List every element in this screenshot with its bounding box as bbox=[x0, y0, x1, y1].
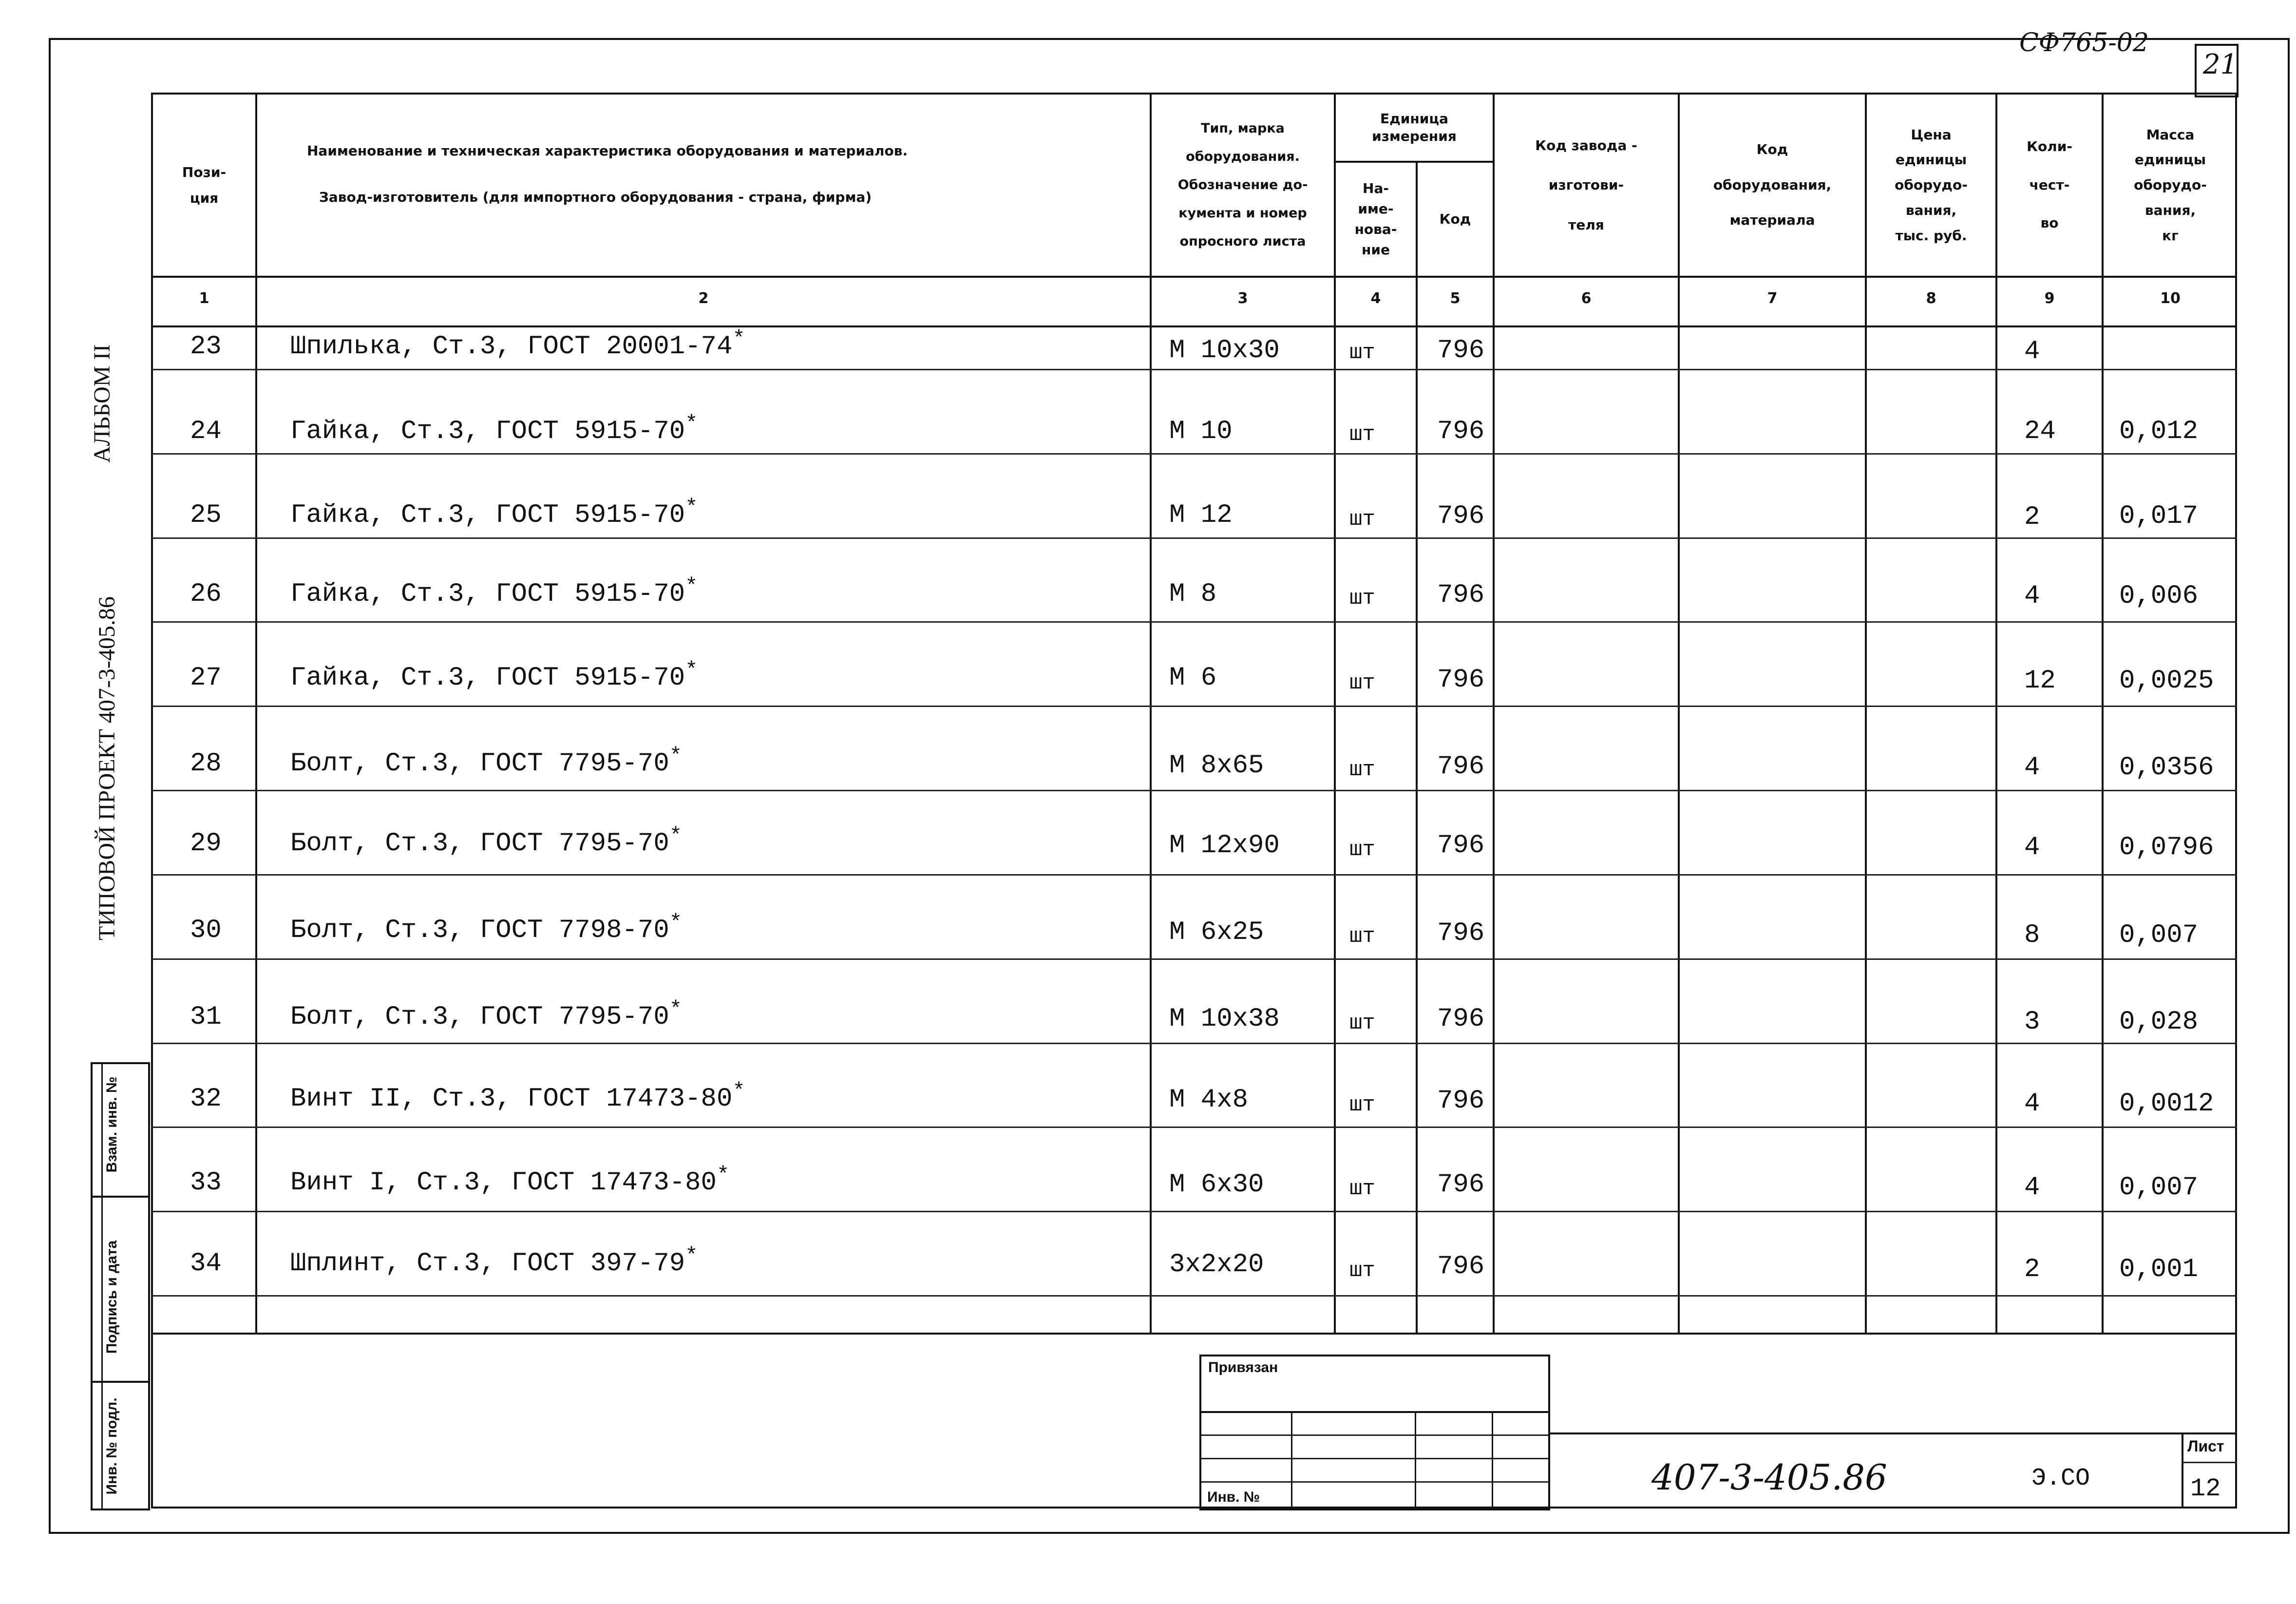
row-unit: шт bbox=[1349, 507, 1375, 532]
header-maker-code: Код завода - изготови- теля bbox=[1535, 137, 1637, 233]
row-unit: шт bbox=[1349, 758, 1375, 782]
row-quantity: 12 bbox=[2024, 666, 2056, 696]
row-position: 23 bbox=[190, 332, 222, 362]
row-type: М 10 bbox=[1169, 417, 1233, 446]
attached-label: Привязан bbox=[1208, 1359, 1278, 1375]
row-type: М 8х65 bbox=[1169, 751, 1264, 781]
album-label: АЛЬБОМ II bbox=[89, 344, 115, 463]
row-name: Болт, Ст.3, ГОСТ 7795-70* bbox=[290, 824, 683, 859]
row-position: 28 bbox=[190, 749, 222, 779]
row-unit: шт bbox=[1349, 1259, 1375, 1283]
row-mass: 0,001 bbox=[2119, 1255, 2199, 1284]
colnum-10: 10 bbox=[2160, 290, 2181, 307]
header-price: Цена единицы оборудо- вания, тыс. руб. bbox=[1895, 126, 1968, 244]
row-mass: 0,0796 bbox=[2119, 833, 2214, 862]
row-quantity: 4 bbox=[2024, 581, 2040, 611]
row-mass: 0,007 bbox=[2119, 920, 2199, 950]
row-type: М 8 bbox=[1169, 579, 1217, 609]
header-name-line2: Завод-изготовитель (для импортного оборудования - страна, фирма) bbox=[319, 189, 872, 206]
row-unit: шт bbox=[1349, 586, 1375, 611]
row-mass: 0,0356 bbox=[2119, 753, 2214, 783]
header-mass: Масса единицы оборудо- вания, кг bbox=[2134, 126, 2207, 244]
row-name: Гайка, Ст.3, ГОСТ 5915-70* bbox=[290, 412, 698, 446]
row-quantity: 4 bbox=[2024, 337, 2040, 366]
header-unit: Единица измерения bbox=[1372, 110, 1457, 144]
header-unit-code: Код bbox=[1439, 211, 1471, 228]
sheet-number: 12 bbox=[2190, 1474, 2221, 1503]
row-code: 796 bbox=[1437, 1170, 1485, 1200]
row-code: 796 bbox=[1437, 501, 1485, 531]
header-quantity: Коли- чест- во bbox=[2027, 138, 2072, 231]
row-name: Болт, Ст.3, ГОСТ 7795-70* bbox=[290, 744, 683, 779]
row-quantity: 4 bbox=[2024, 1089, 2040, 1119]
row-unit: шт bbox=[1349, 1177, 1375, 1201]
row-name: Болт, Ст.3, ГОСТ 7798-70* bbox=[290, 911, 683, 945]
attached-block bbox=[1199, 1355, 1550, 1510]
row-position: 25 bbox=[190, 500, 222, 530]
row-quantity: 8 bbox=[2024, 920, 2040, 950]
colnum-5: 5 bbox=[1450, 290, 1461, 307]
row-mass: 0,028 bbox=[2119, 1007, 2199, 1037]
row-position: 29 bbox=[190, 829, 222, 859]
row-mass: 0,006 bbox=[2119, 581, 2199, 611]
row-unit: шт bbox=[1349, 838, 1375, 862]
row-name: Гайка, Ст.3, ГОСТ 5915-70* bbox=[290, 496, 698, 530]
colnum-6: 6 bbox=[1581, 290, 1592, 307]
row-type: М 12х90 bbox=[1169, 831, 1280, 860]
document-designation: 407-3-405.86 bbox=[1651, 1457, 1887, 1498]
row-name: Винт I, Ст.3, ГОСТ 17473-80* bbox=[290, 1163, 730, 1198]
row-quantity: 2 bbox=[2024, 502, 2040, 532]
stamp-replaced-inv: Взам. инв. № bbox=[104, 1076, 120, 1173]
row-quantity: 2 bbox=[2024, 1255, 2040, 1284]
row-position: 26 bbox=[190, 579, 222, 609]
row-position: 32 bbox=[190, 1084, 222, 1114]
row-quantity: 3 bbox=[2024, 1007, 2040, 1037]
row-unit: шт bbox=[1349, 1093, 1375, 1117]
row-code: 796 bbox=[1437, 918, 1485, 948]
row-code: 796 bbox=[1437, 1086, 1485, 1116]
row-mass: 0,0025 bbox=[2119, 666, 2214, 696]
row-quantity: 4 bbox=[2024, 1173, 2040, 1203]
row-name: Гайка, Ст.3, ГОСТ 5915-70* bbox=[290, 574, 698, 609]
stamp-inv-number: Инв. № подл. bbox=[104, 1397, 120, 1495]
sheet-stamp: СФ765-02 bbox=[2019, 28, 2149, 57]
header-equipment-code: Код оборудования, материала bbox=[1713, 141, 1832, 229]
row-type: М 6х30 bbox=[1169, 1170, 1264, 1200]
row-code: 796 bbox=[1437, 417, 1485, 446]
row-mass: 0,007 bbox=[2119, 1173, 2199, 1203]
header-unit-name: На- име- нова- ние bbox=[1354, 180, 1397, 258]
row-unit: шт bbox=[1349, 422, 1375, 447]
section-code: Э.СО bbox=[2031, 1465, 2090, 1492]
page-number: 21 bbox=[2203, 49, 2238, 80]
row-position: 33 bbox=[190, 1168, 222, 1198]
row-position: 24 bbox=[190, 417, 222, 446]
row-mass: 0,017 bbox=[2119, 501, 2199, 531]
row-unit: шт bbox=[1349, 924, 1375, 949]
colnum-1: 1 bbox=[199, 290, 209, 307]
header-position: Пози- ция bbox=[182, 164, 227, 206]
row-quantity: 4 bbox=[2024, 753, 2040, 783]
row-type: М 6х25 bbox=[1169, 917, 1264, 947]
header-name-line1: Наименование и техническая характеристика оборудования и материалов. bbox=[307, 143, 908, 159]
row-type: 3х2х20 bbox=[1169, 1250, 1264, 1279]
row-code: 796 bbox=[1437, 336, 1485, 365]
row-name: Винт II, Ст.3, ГОСТ 17473-80* bbox=[290, 1079, 745, 1114]
header-type: Тип, марка оборудования. Обозначение до- кумента и номер опросного листа bbox=[1177, 120, 1308, 249]
row-type: М 6 bbox=[1169, 663, 1217, 693]
row-unit: шт bbox=[1349, 671, 1375, 695]
row-code: 796 bbox=[1437, 1252, 1485, 1281]
row-code: 796 bbox=[1437, 665, 1485, 695]
row-unit: шт bbox=[1349, 1011, 1375, 1035]
colnum-9: 9 bbox=[2044, 290, 2055, 307]
row-position: 30 bbox=[190, 916, 222, 945]
colnum-4: 4 bbox=[1370, 290, 1381, 307]
row-type: М 4х8 bbox=[1169, 1085, 1249, 1115]
stamp-signature-date: Подпись и дата bbox=[104, 1240, 120, 1354]
colnum-7: 7 bbox=[1767, 290, 1778, 307]
row-mass: 0,012 bbox=[2119, 417, 2199, 446]
row-unit: шт bbox=[1349, 341, 1375, 365]
row-type: М 10х30 bbox=[1169, 336, 1280, 365]
sheet-label: Лист bbox=[2187, 1437, 2224, 1455]
row-quantity: 4 bbox=[2024, 833, 2040, 862]
colnum-3: 3 bbox=[1237, 290, 1248, 307]
row-name: Гайка, Ст.3, ГОСТ 5915-70* bbox=[290, 658, 698, 693]
row-position: 34 bbox=[190, 1249, 222, 1279]
row-code: 796 bbox=[1437, 580, 1485, 610]
row-code: 796 bbox=[1437, 752, 1485, 782]
row-type: М 10х38 bbox=[1169, 1004, 1280, 1034]
row-name: Шплинт, Ст.3, ГОСТ 397-79* bbox=[290, 1244, 698, 1279]
row-type: М 12 bbox=[1169, 500, 1233, 530]
row-mass: 0,0012 bbox=[2119, 1089, 2214, 1119]
inv-label: Инв. № bbox=[1207, 1489, 1260, 1505]
row-code: 796 bbox=[1437, 1004, 1485, 1034]
row-quantity: 24 bbox=[2024, 417, 2056, 446]
row-position: 31 bbox=[190, 1002, 222, 1032]
row-name: Болт, Ст.3, ГОСТ 7795-70* bbox=[290, 997, 683, 1032]
colnum-8: 8 bbox=[1926, 290, 1936, 307]
row-position: 27 bbox=[190, 663, 222, 693]
project-label: ТИПОВОЙ ПРОЕКТ 407-3-405.86 bbox=[94, 596, 120, 940]
row-code: 796 bbox=[1437, 831, 1485, 860]
row-name: Шпилька, Ст.3, ГОСТ 20001-74* bbox=[290, 327, 745, 362]
colnum-2: 2 bbox=[698, 290, 709, 307]
